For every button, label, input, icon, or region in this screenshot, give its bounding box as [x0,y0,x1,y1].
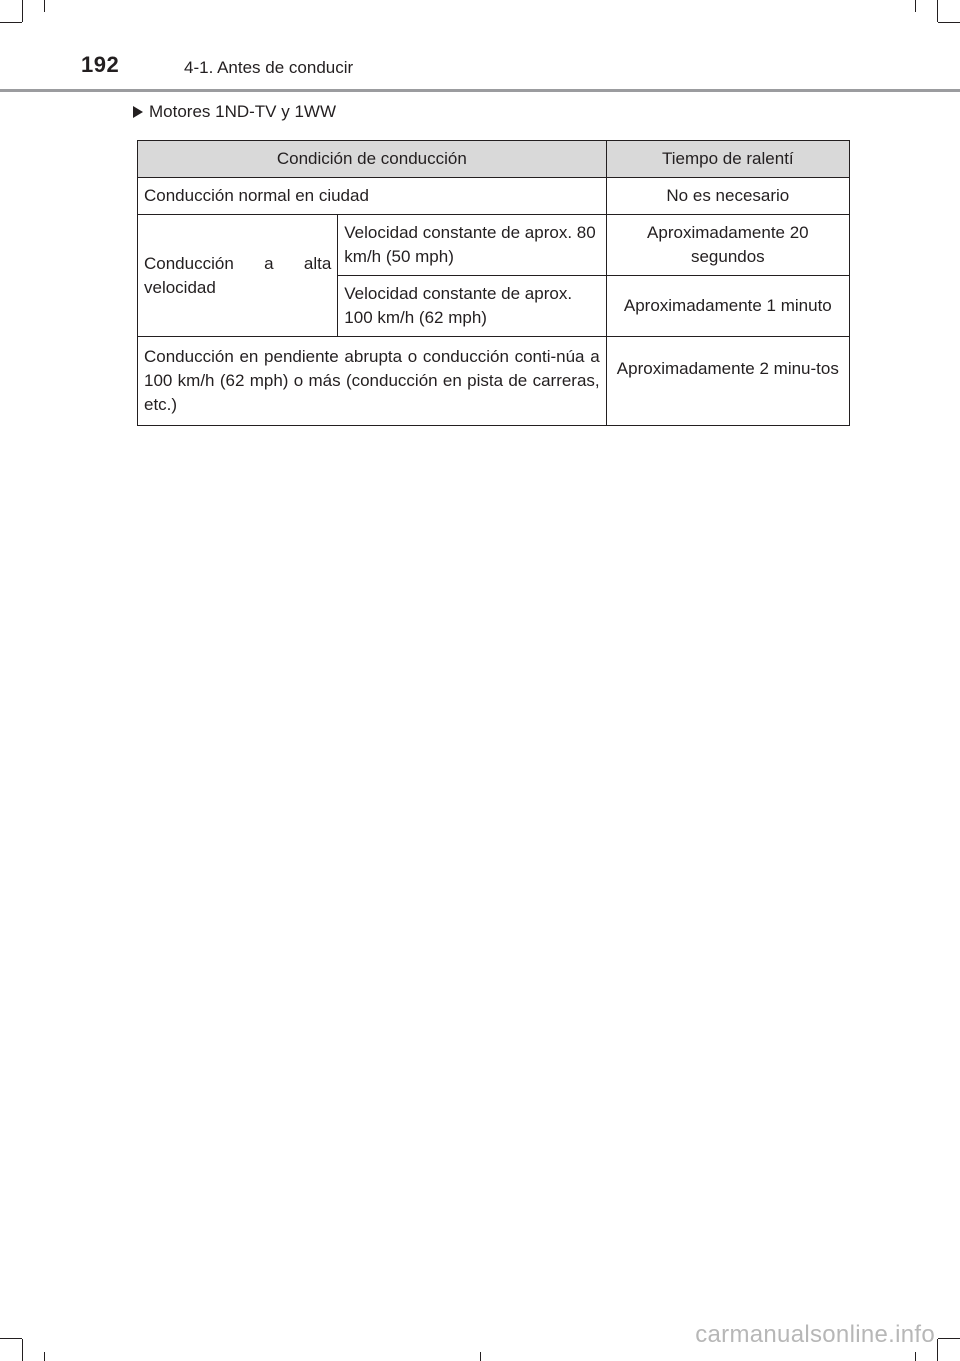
table-cell: Aproximadamente 20 segundos [606,215,849,276]
crop-mark [937,0,938,22]
table-row [138,337,850,426]
table-cell: Velocidad constante de aprox. 80 km/h (50 mph) [338,215,606,276]
crop-mark [0,22,22,23]
crop-mark [480,1352,481,1361]
table-cell: No es necesario [606,178,849,215]
table-cell: Aproximadamente 2 minu-tos [606,337,849,426]
triangle-bullet-icon [133,106,143,118]
crop-mark [938,1338,960,1339]
idle-time-table [137,140,850,426]
subheading [133,102,336,122]
crop-mark [22,1339,23,1361]
table-header-row [138,141,850,178]
table-cell: Conducción en pendiente abrupta o conducción conti-núa a 100 km/h (62 mph) o más (conducción en pista de carreras, etc.) [138,337,607,426]
column-header: Tiempo de ralentí [606,141,849,178]
watermark: carmanualsonline.info [695,1321,935,1348]
header-rule [0,89,960,92]
table-row [138,178,850,215]
crop-mark [915,0,916,12]
subheading-text: Motores 1ND-TV y 1WW [149,102,337,121]
crop-mark [22,0,23,22]
crop-mark [915,1352,916,1361]
crop-mark [0,1338,22,1339]
column-header: Condición de conducción [138,141,607,178]
crop-mark [938,22,960,23]
table-row [138,215,850,276]
crop-mark [937,1339,938,1361]
crop-mark [44,1352,45,1361]
page-number: 192 [81,52,120,77]
table-cell: Conducción a alta velocidad [138,215,338,337]
table-cell: Conducción normal en ciudad [138,178,607,215]
section-title: 4-1. Antes de conducir [184,58,354,77]
table-cell: Aproximadamente 1 minuto [606,276,849,337]
table-cell: Velocidad constante de aprox. 100 km/h (62 mph) [338,276,606,337]
crop-mark [44,0,45,12]
